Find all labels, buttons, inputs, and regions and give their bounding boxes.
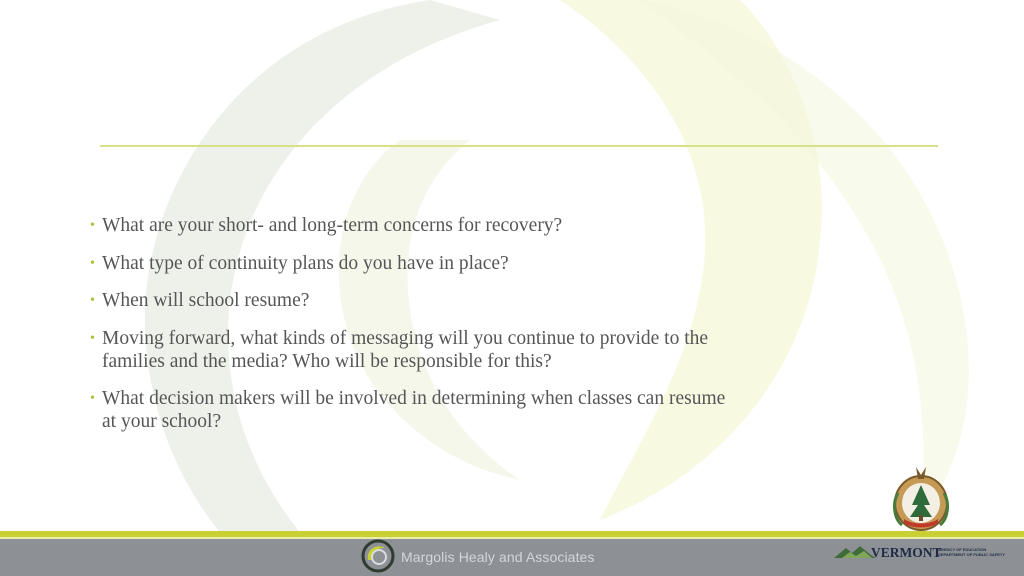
- vermont-agency-line1: AGENCY OF EDUCATION: [938, 547, 987, 552]
- bullet-dot: •: [90, 293, 95, 308]
- bullet-item: [90, 289, 740, 312]
- bullet-text: What type of continuity plans do you have in place?: [102, 252, 509, 274]
- vermont-logo-text: VERMONT: [871, 545, 942, 560]
- bullet-text: What are your short- and long-term concerns for recovery?: [102, 215, 563, 236]
- bullet-text: What decision makers will be involved in determining when classes can resume at your school?: [102, 388, 726, 432]
- vermont-agency-line2: DEPARTMENT OF PUBLIC SAFETY: [938, 552, 1006, 557]
- bullet-dot: •: [90, 330, 95, 346]
- bullet-text: When will school resume?: [102, 290, 310, 311]
- footer-accent-stripe-light: [0, 537, 1024, 539]
- company-name: Margolis Healy and Associates: [401, 549, 595, 565]
- vermont-mountain-icon: [834, 544, 876, 560]
- title-divider-line: [100, 145, 938, 147]
- bullet-text: Moving forward, what kinds of messaging will you continue to provide to the families and the media? Who will be responsible for this?: [102, 327, 709, 372]
- bullet-item: [90, 327, 740, 373]
- bullet-item: [90, 252, 740, 275]
- vermont-seal-icon: [888, 463, 954, 537]
- bullet-dot: •: [90, 218, 95, 233]
- bullet-list: [90, 214, 740, 448]
- bullet-dot: •: [90, 255, 95, 271]
- bullet-item: [90, 387, 740, 433]
- bullet-dot: •: [90, 391, 95, 406]
- vermont-agency-text: [938, 547, 1005, 557]
- margolis-healy-logo-icon: [360, 538, 396, 574]
- bullet-item: [90, 214, 740, 237]
